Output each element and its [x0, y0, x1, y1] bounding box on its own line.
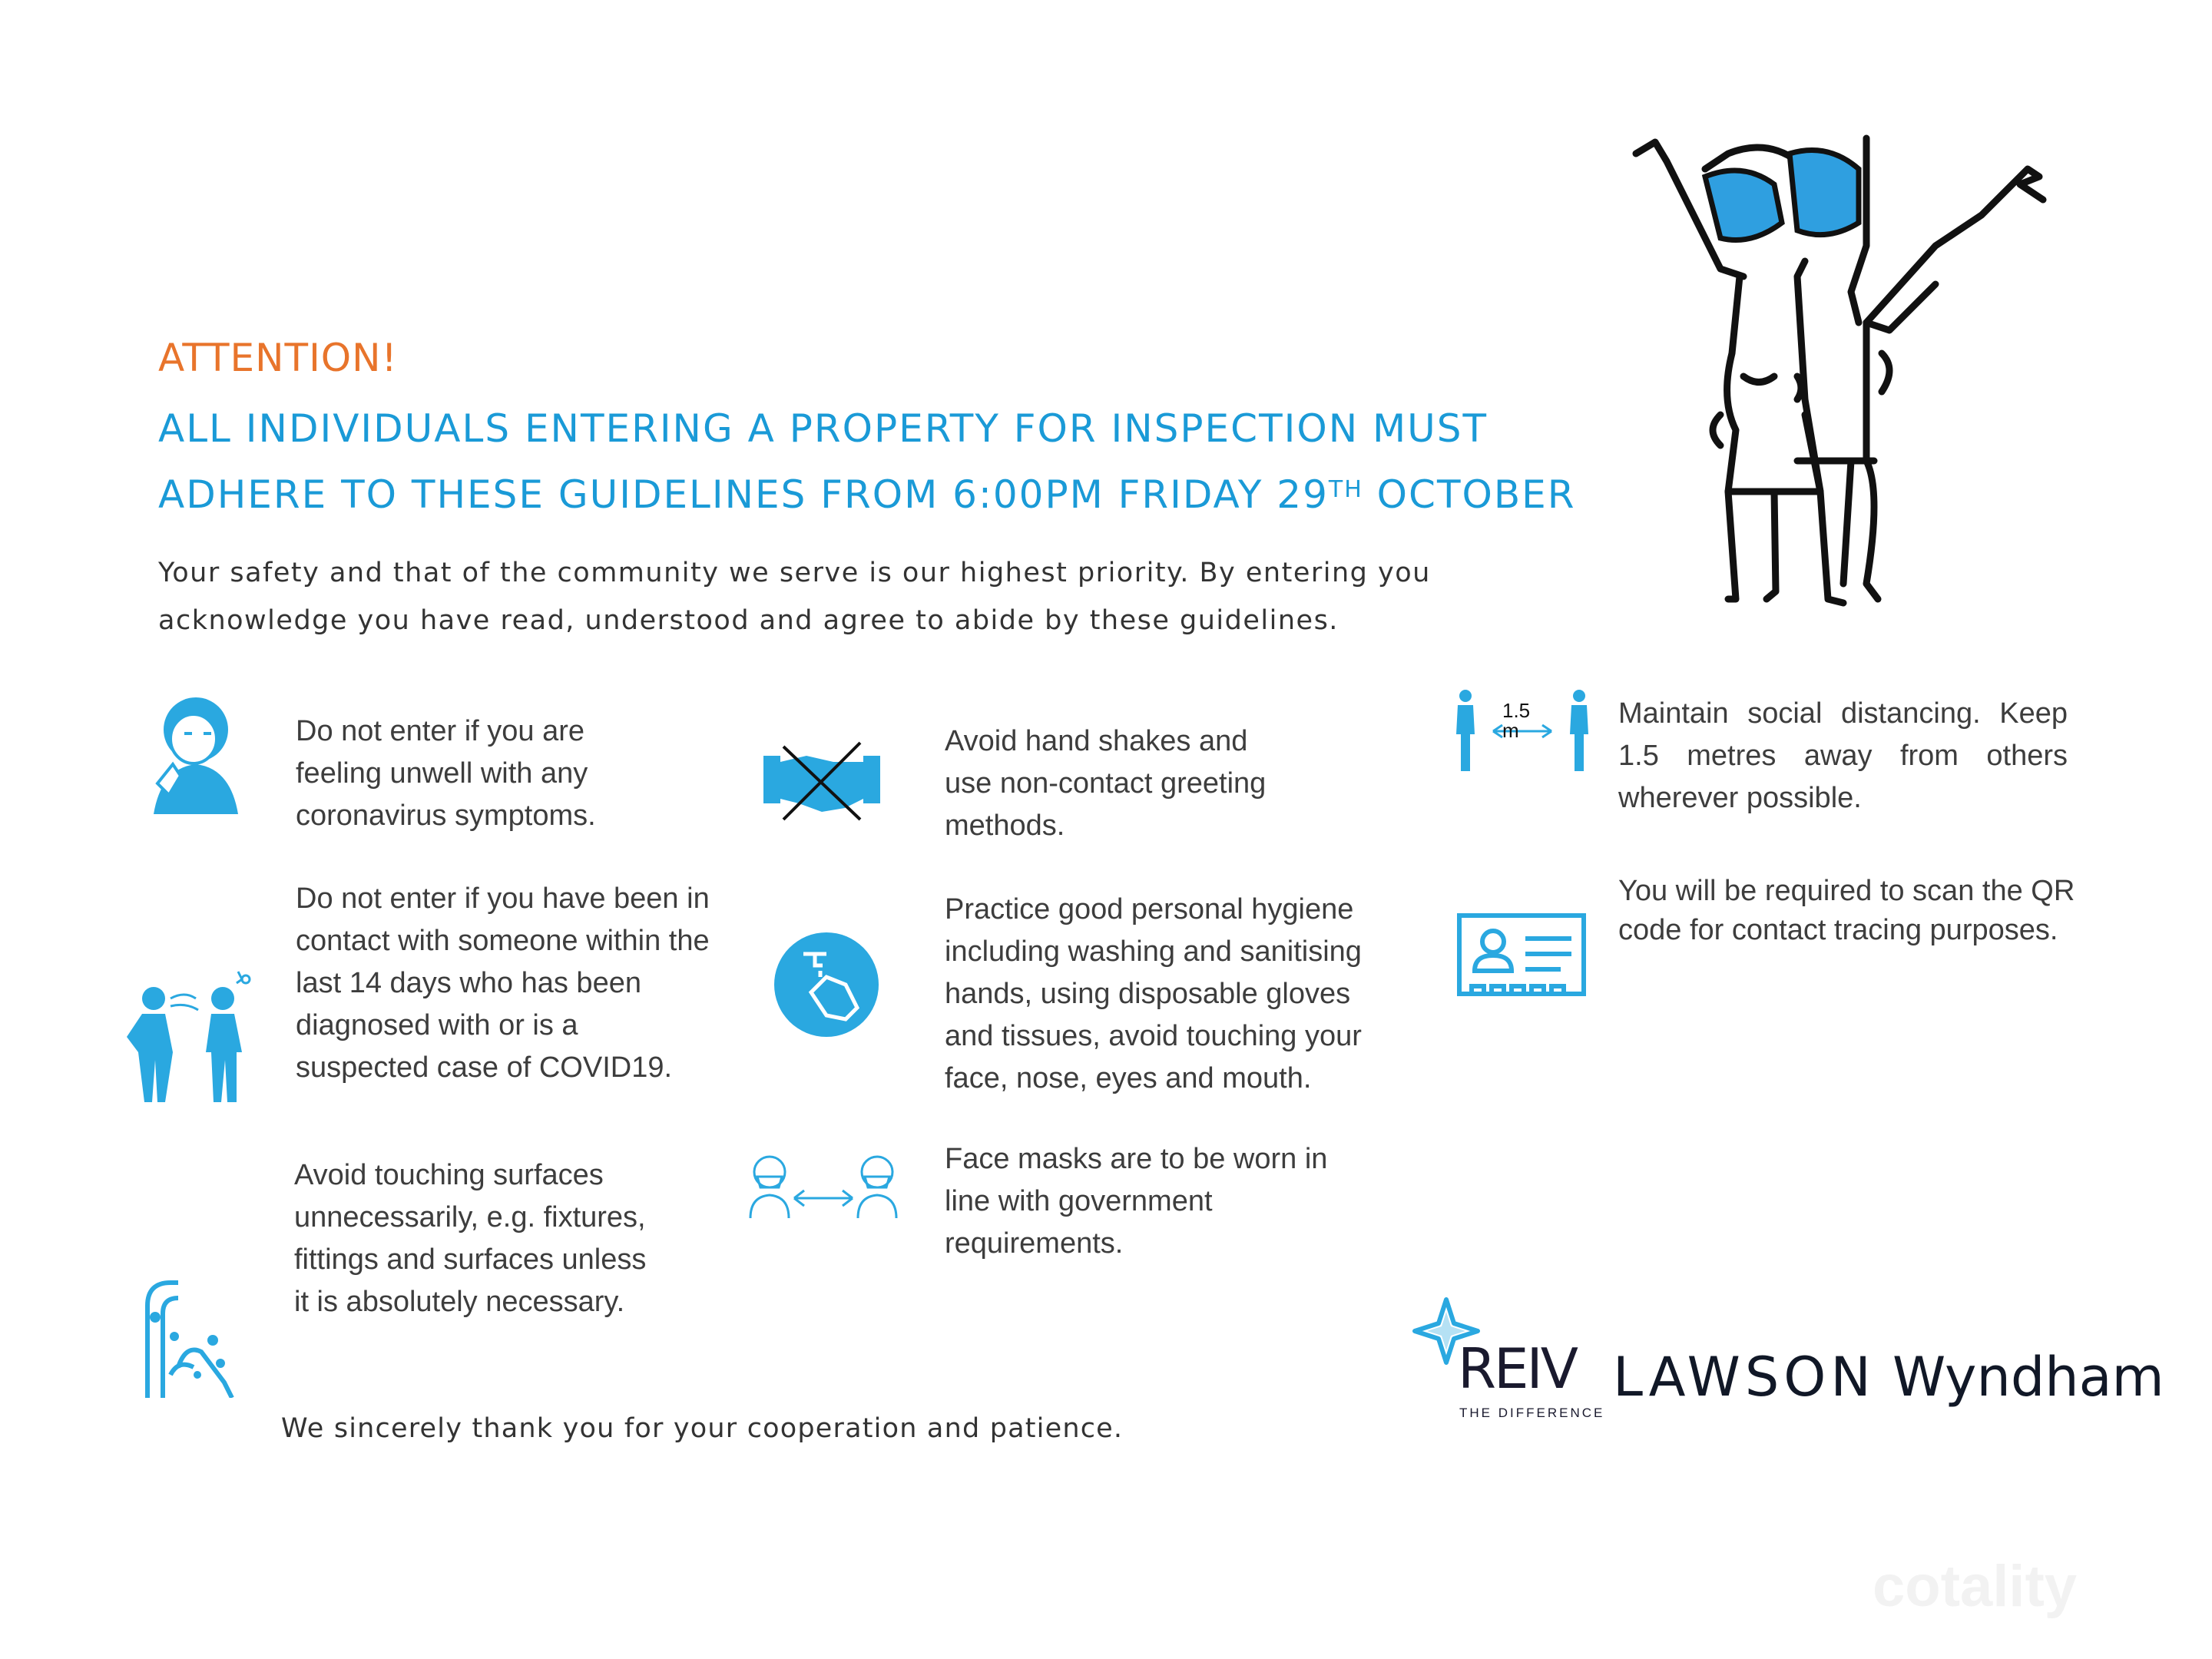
spreading-germs-icon — [123, 968, 261, 1106]
rule-unwell: Do not enter if you are feeling unwell with any coronavirus symptoms. — [296, 715, 596, 832]
rule-qr: You will be required to scan the QR code for contact tracing purposes. — [1618, 875, 2075, 946]
thanks-text: We sincerely thank you for your cooperation and patience. — [281, 1413, 1124, 1444]
title-line-2: ADHERE TO THESE GUIDELINES FROM 6:00PM FRIDAY 29TH OCTOBER — [158, 472, 1576, 517]
rule-surfaces: Avoid touching surfaces unnecessarily, e.g. fixtures, fittings and surfaces unless it is absolutely necessary. — [294, 1159, 647, 1318]
reiv-logo-text: REIV — [1458, 1336, 1577, 1401]
face-mask-distance-icon — [747, 1143, 900, 1220]
rule-masks: Face masks are to be worn in line with government requirements. — [945, 1143, 1328, 1260]
title-line-1: ALL INDIVIDUALS ENTERING A PROPERTY FOR INSPECTION MUST — [158, 406, 1488, 451]
masked-people-illustration — [1613, 123, 2058, 630]
reiv-tagline: THE DIFFERENCE — [1459, 1406, 1605, 1420]
distance-label: 1.5 m — [1502, 699, 1531, 742]
rule-hygiene: Practice good personal hygiene including washing and sanitising hands, using disposable gloves and tissues, avoid touching your face, nose, eyes and mouth. — [945, 893, 1362, 1094]
no-handshake-icon — [760, 739, 883, 823]
id-card-icon — [1456, 912, 1587, 997]
sick-person-icon — [138, 691, 238, 814]
hand-washing-icon — [773, 931, 880, 1038]
rule-distancing: Maintain social distancing. Keep 1.5 metres away from others wherever possible. — [1618, 697, 2068, 814]
touch-surface-icon — [140, 1275, 240, 1398]
rule-contact: Do not enter if you have been in contact with someone within the last 14 days who has been diagnosed with or is a suspected case of COVID19. — [296, 882, 710, 1084]
page-title — [158, 396, 1575, 528]
rule-handshakes: Avoid hand shakes and use non-contact greeting methods. — [945, 725, 1267, 842]
intro-text: Your safety and that of the community we serve is our highest priority. By entering you acknowledge you have read, understood and agree to abide by these guidelines. — [158, 558, 1431, 636]
cotality-watermark: cotality — [1873, 1554, 2078, 1619]
attention-label: ATTENTION! — [158, 336, 398, 380]
lawson-wyndham-logo: LAWSON Wyndham — [1613, 1346, 2164, 1409]
